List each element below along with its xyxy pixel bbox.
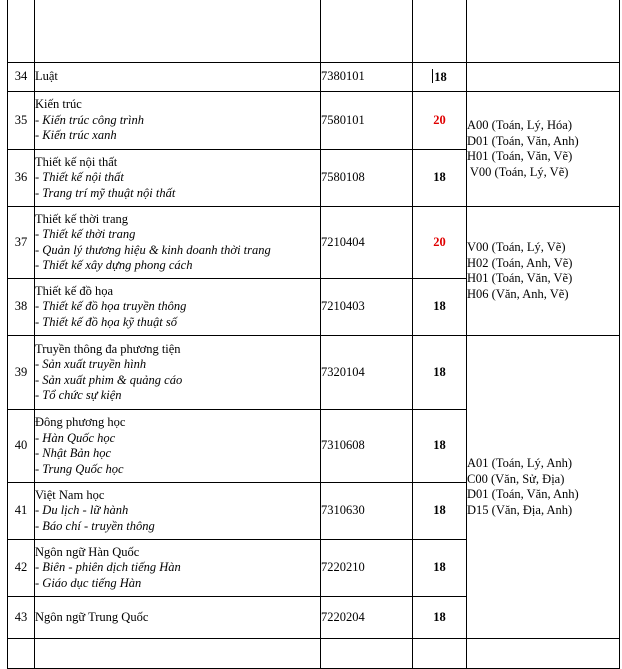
table-row xyxy=(8,336,620,410)
major-specialization: - Du lịch - lữ hành xyxy=(35,503,129,518)
major-code: 7580101 xyxy=(321,92,413,150)
admission-score xyxy=(413,0,467,63)
major-code: 7210404 xyxy=(321,207,413,279)
subject-blocks-empty xyxy=(467,63,620,92)
major-specialization: - Thiết kế thời trang xyxy=(35,227,136,241)
major-name xyxy=(35,540,321,597)
major-title: Ngôn ngữ Hàn Quốc xyxy=(35,544,140,559)
subject-blocks-empty xyxy=(467,0,620,63)
admission-score: 18 xyxy=(413,410,467,483)
admission-score: 18 xyxy=(413,597,467,639)
major-code: 7310608 xyxy=(321,410,413,483)
admission-score xyxy=(413,63,467,92)
major-specialization: - Hàn Quốc học xyxy=(35,430,116,445)
subject-blocks xyxy=(467,92,620,207)
subject-block: C00 (Văn, Sử, Địa) xyxy=(467,471,565,486)
major-code: 7310630 xyxy=(321,483,413,540)
major-title: Việt Nam học xyxy=(35,487,105,502)
row-number: 41 xyxy=(8,483,35,540)
table-row xyxy=(8,639,620,669)
major-title: Thiết kế đồ họa xyxy=(35,283,114,298)
row-number: 43 xyxy=(8,597,35,639)
major-specialization: - Kiến trúc xanh xyxy=(35,128,117,143)
subject-block: V00 (Toán, Lý, Vẽ) xyxy=(467,164,569,179)
major-title: Truyền thông đa phương tiện xyxy=(35,341,181,356)
major-name xyxy=(35,92,321,150)
major-title: Thiết kế thời trang xyxy=(35,211,129,226)
admission-score xyxy=(413,639,467,669)
row-number: 35 xyxy=(8,92,35,150)
score-value: 18 xyxy=(434,69,447,84)
major-name xyxy=(35,207,321,279)
major-code xyxy=(321,639,413,669)
admission-score: 20 xyxy=(413,92,467,150)
subject-block: D01 (Toán, Văn, Anh) xyxy=(467,133,579,148)
major-code xyxy=(321,0,413,63)
major-code: 7580108 xyxy=(321,150,413,207)
subject-blocks xyxy=(467,207,620,336)
subject-block: A00 (Toán, Lý, Hóa) xyxy=(467,118,572,132)
major-specialization: - Trang trí mỹ thuật nội thất xyxy=(35,185,176,200)
admission-score: 18 xyxy=(413,279,467,336)
table-row xyxy=(8,63,620,92)
major-specialization: - Thiết kế đồ họa truyền thông xyxy=(35,299,187,314)
subject-blocks xyxy=(467,336,620,639)
major-name xyxy=(35,0,321,63)
major-name xyxy=(35,410,321,483)
major-specialization: - Thiết kế đồ họa kỹ thuật số xyxy=(35,314,177,329)
major-title: Thiết kế nội thất xyxy=(35,154,118,169)
subject-blocks-empty xyxy=(467,639,620,669)
major-specialization: - Trung Quốc học xyxy=(35,461,124,476)
major-name xyxy=(35,63,321,92)
row-number xyxy=(8,639,35,669)
major-code: 7210403 xyxy=(321,279,413,336)
major-specialization: - Sản xuất phim & quảng cáo xyxy=(35,372,183,387)
row-number: 39 xyxy=(8,336,35,410)
row-number: 36 xyxy=(8,150,35,207)
major-code: 7220210 xyxy=(321,540,413,597)
major-title: Kiến trúc xyxy=(35,97,82,112)
row-number: 38 xyxy=(8,279,35,336)
subject-block: H01 (Toán, Văn, Vẽ) xyxy=(467,271,573,285)
subject-block: H06 (Văn, Anh, Vẽ) xyxy=(467,286,569,301)
major-name xyxy=(35,150,321,207)
major-name xyxy=(35,597,321,639)
major-specialization: - Giáo dục tiếng Hàn xyxy=(35,575,142,590)
subject-block: V00 (Toán, Lý, Vẽ) xyxy=(467,240,566,254)
major-code: 7380101 xyxy=(321,63,413,92)
subject-block: D01 (Toán, Văn, Anh) xyxy=(467,487,579,501)
subject-block: D15 (Văn, Địa, Anh) xyxy=(467,502,573,517)
admission-score: 18 xyxy=(413,540,467,597)
admission-table xyxy=(7,0,620,669)
subject-block: H02 (Toán, Anh, Vẽ) xyxy=(467,255,573,270)
subject-block: H01 (Toán, Văn, Vẽ) xyxy=(467,149,573,163)
major-specialization: - Nhật Bản học xyxy=(35,446,112,460)
table-row xyxy=(8,92,620,150)
major-specialization: - Báo chí - truyền thông xyxy=(35,518,155,533)
table-row xyxy=(8,0,620,63)
major-specialization: - Sản xuất truyền hình xyxy=(35,357,147,371)
major-specialization: - Thiết kế nội thất xyxy=(35,170,124,185)
admission-score: 18 xyxy=(413,483,467,540)
subject-block: A01 (Toán, Lý, Anh) xyxy=(467,456,573,470)
row-number xyxy=(8,0,35,63)
major-code: 7320104 xyxy=(321,336,413,410)
major-name xyxy=(35,336,321,410)
admission-score: 18 xyxy=(413,150,467,207)
table-row xyxy=(8,207,620,279)
major-specialization: - Biên - phiên dịch tiếng Hàn xyxy=(35,560,181,575)
major-specialization: - Tổ chức sự kiện xyxy=(35,388,122,402)
major-name xyxy=(35,279,321,336)
major-name xyxy=(35,639,321,669)
row-number: 40 xyxy=(8,410,35,483)
row-number: 37 xyxy=(8,207,35,279)
major-specialization: - Quản lý thương hiệu & kinh doanh thời trang xyxy=(35,242,271,257)
major-title: Đông phương học xyxy=(35,415,126,429)
major-specialization: - Thiết kế xây dựng phong cách xyxy=(35,258,193,272)
admission-score: 20 xyxy=(413,207,467,279)
major-name xyxy=(35,483,321,540)
row-number: 42 xyxy=(8,540,35,597)
major-title: Luật xyxy=(35,69,58,84)
row-number: 34 xyxy=(8,63,35,92)
major-specialization: - Kiến trúc công trình xyxy=(35,112,145,127)
admission-score: 18 xyxy=(413,336,467,410)
major-code: 7220204 xyxy=(321,597,413,639)
major-title: Ngôn ngữ Trung Quốc xyxy=(35,609,149,624)
